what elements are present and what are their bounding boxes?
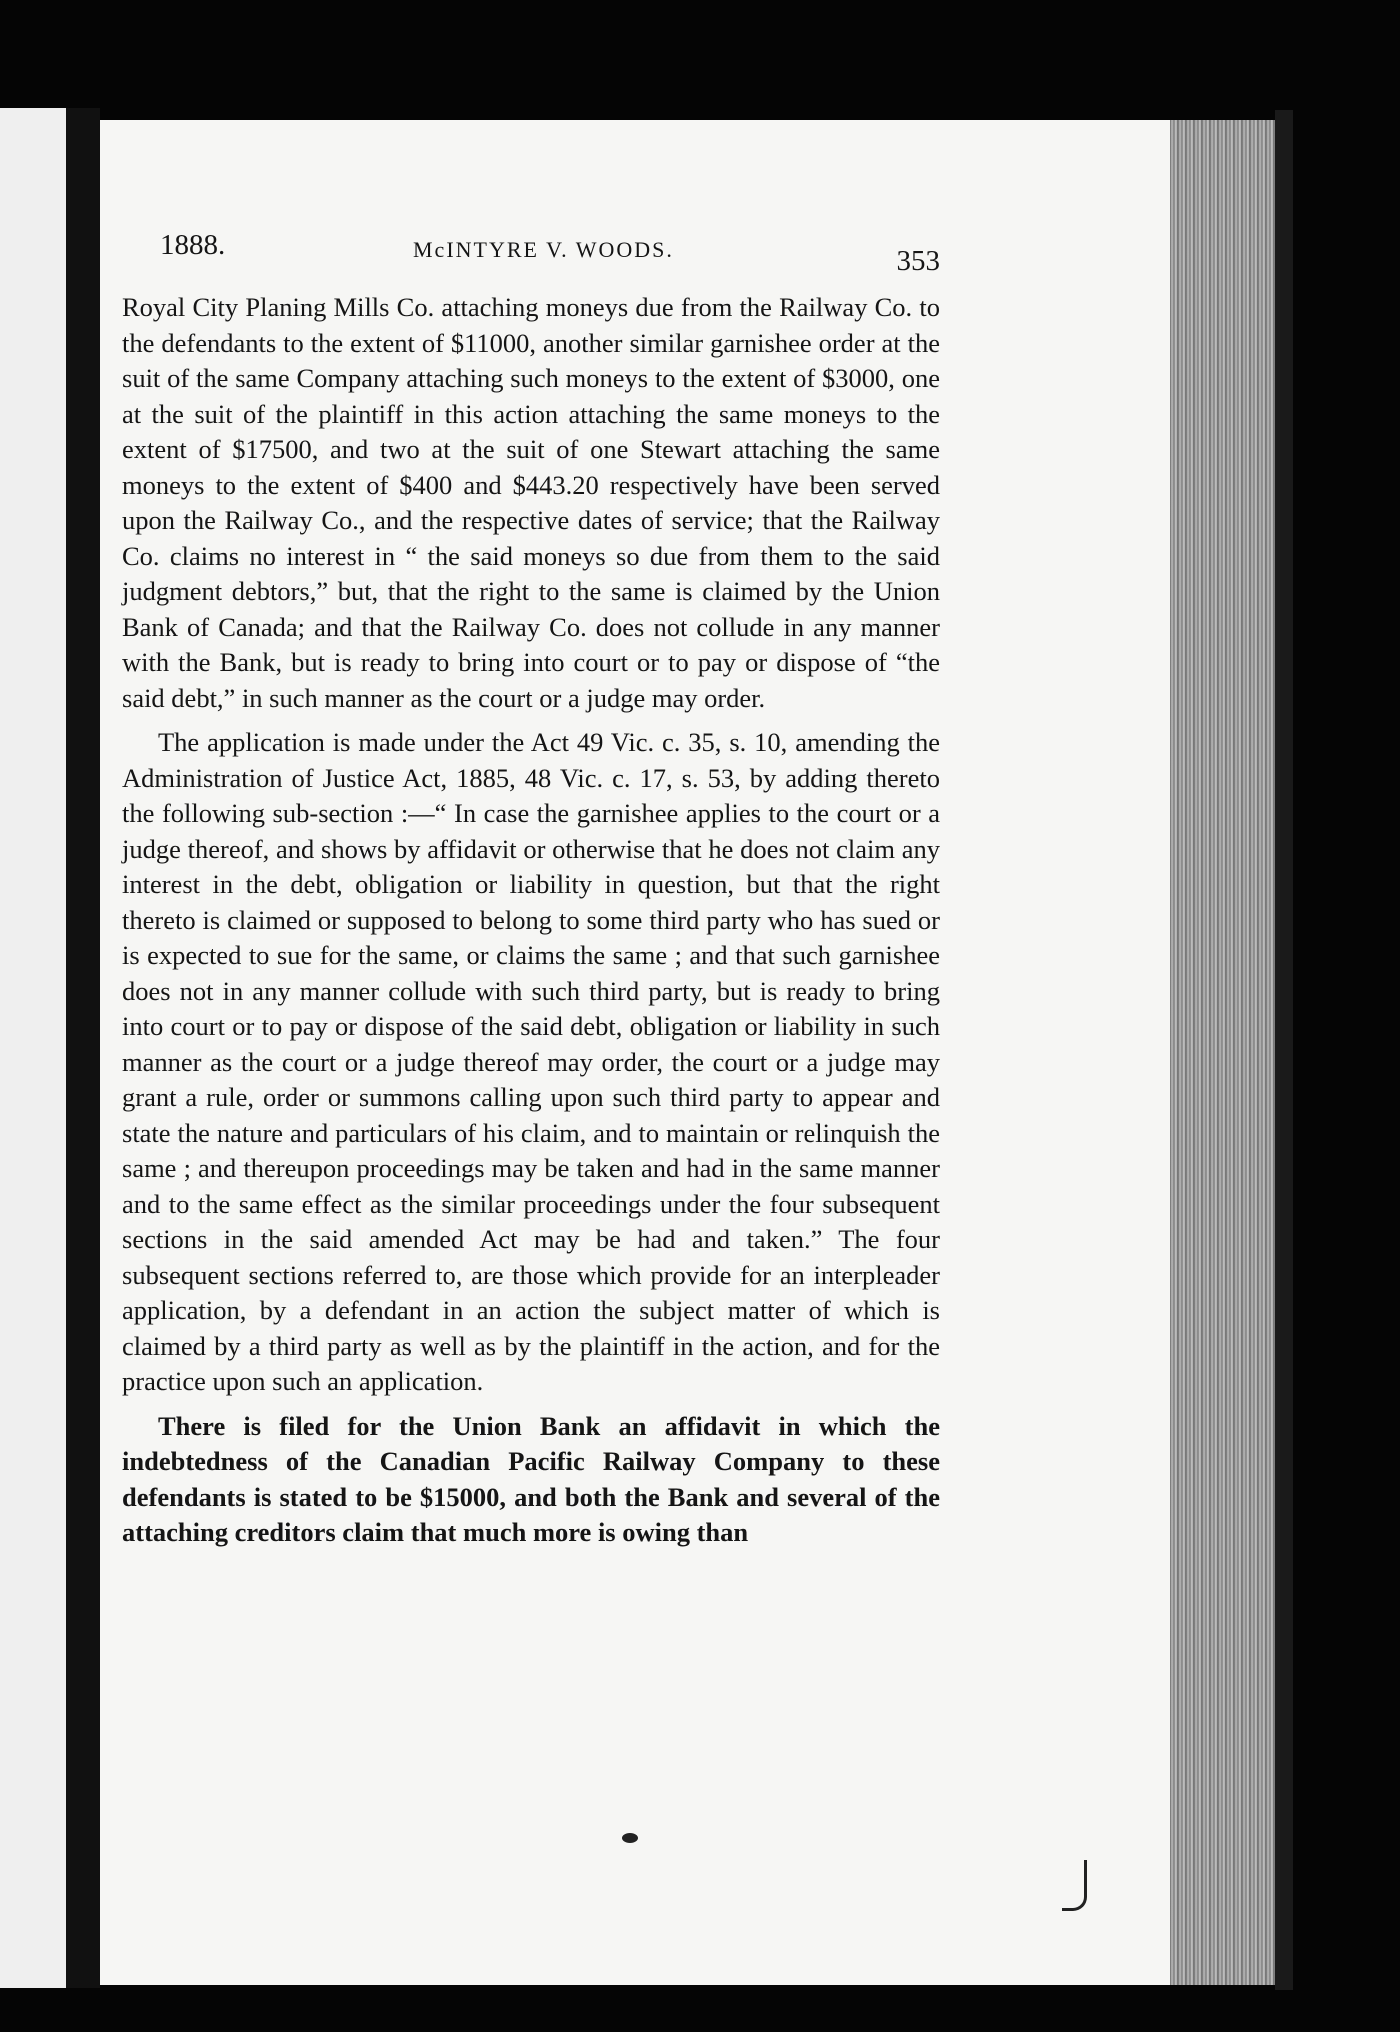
running-header — [160, 225, 940, 277]
page-number: 353 — [896, 245, 940, 277]
margin-ink-mark — [1062, 1860, 1087, 1911]
header-title: McINTYRE V. WOODS. — [413, 237, 674, 262]
page-stack-edges — [1170, 120, 1275, 1985]
paragraph-3: There is filed for the Union Bank an affidavit in which the indebtedness of the Canadian Pacific Railway Company to these defendants is stated to be $15000, and both the Bank and several of the attaching creditors claim that much more is owing than — [122, 1410, 940, 1547]
paragraph-1: Royal City Planing Mills Co. attaching moneys due from the Railway Co. to the defendants to the extent of $11000, another similar garnishee order at the suit of the same Company attaching such moneys to the extent of $3000, one at the suit of the plaintiff in this action attaching the same moneys to the extent of $17500, and two at the suit of one Stewart attaching the same moneys to the extent of $400 and $443.20 respectively have been served upon the Railway Co., and the respective dates of service; that the Railway Co. claims no interest in “ the said moneys so due from them to the said judgment debtors,” but, that the right to the same is claimed by the Union Bank of Canada; and that the Railway Co. does not collude in any manner with the Bank, but is ready to bring into court or to pay or dispose of “the said debt,” in such manner as the court or a judge may order. — [122, 292, 940, 713]
book-gutter — [66, 108, 100, 1988]
header-year: 1888. — [160, 229, 226, 261]
ink-blot — [622, 1833, 638, 1843]
page-body — [122, 290, 940, 1560]
page-stack-shadow — [1275, 110, 1293, 1990]
paragraph-2: The application is made under the Act 49 Vic. c. 35, s. 10, amending the Administration of Justice Act, 1885, 48 Vic. c. 17, s. 53, by adding thereto the following sub-section :—“ In case the garnishee applies to the court or a judge thereof, and shows by affidavit or otherwise that he does not claim any interest in the debt, obligation or liability in question, but that the right thereto is claimed or supposed to belong to some third party who has sued or is expected to sue for the same, or claims the same ; and that such garnishee does not in any manner collude with such third party, but is ready to bring into court or to pay or dispose of the said debt, obligation or liability in such manner as the court or a judge thereof may order, the court or a judge may grant a rule, order or summons calling upon such third party to appear and state the nature and particulars of his claim, and to maintain or relinquish the same ; and thereupon proceedings may be taken and had in the same manner and to the same effect as the similar proceedings under the four subsequent sections in the said amended Act may be had and taken.” The four subsequent sections referred to, are those which provide for an interpleader application, by a defendant in an action the subject matter of which is claimed by a third party as well as by the plaintiff in the action, and for the practice upon such an application. — [122, 727, 940, 1396]
left-page-edge — [0, 108, 66, 1988]
